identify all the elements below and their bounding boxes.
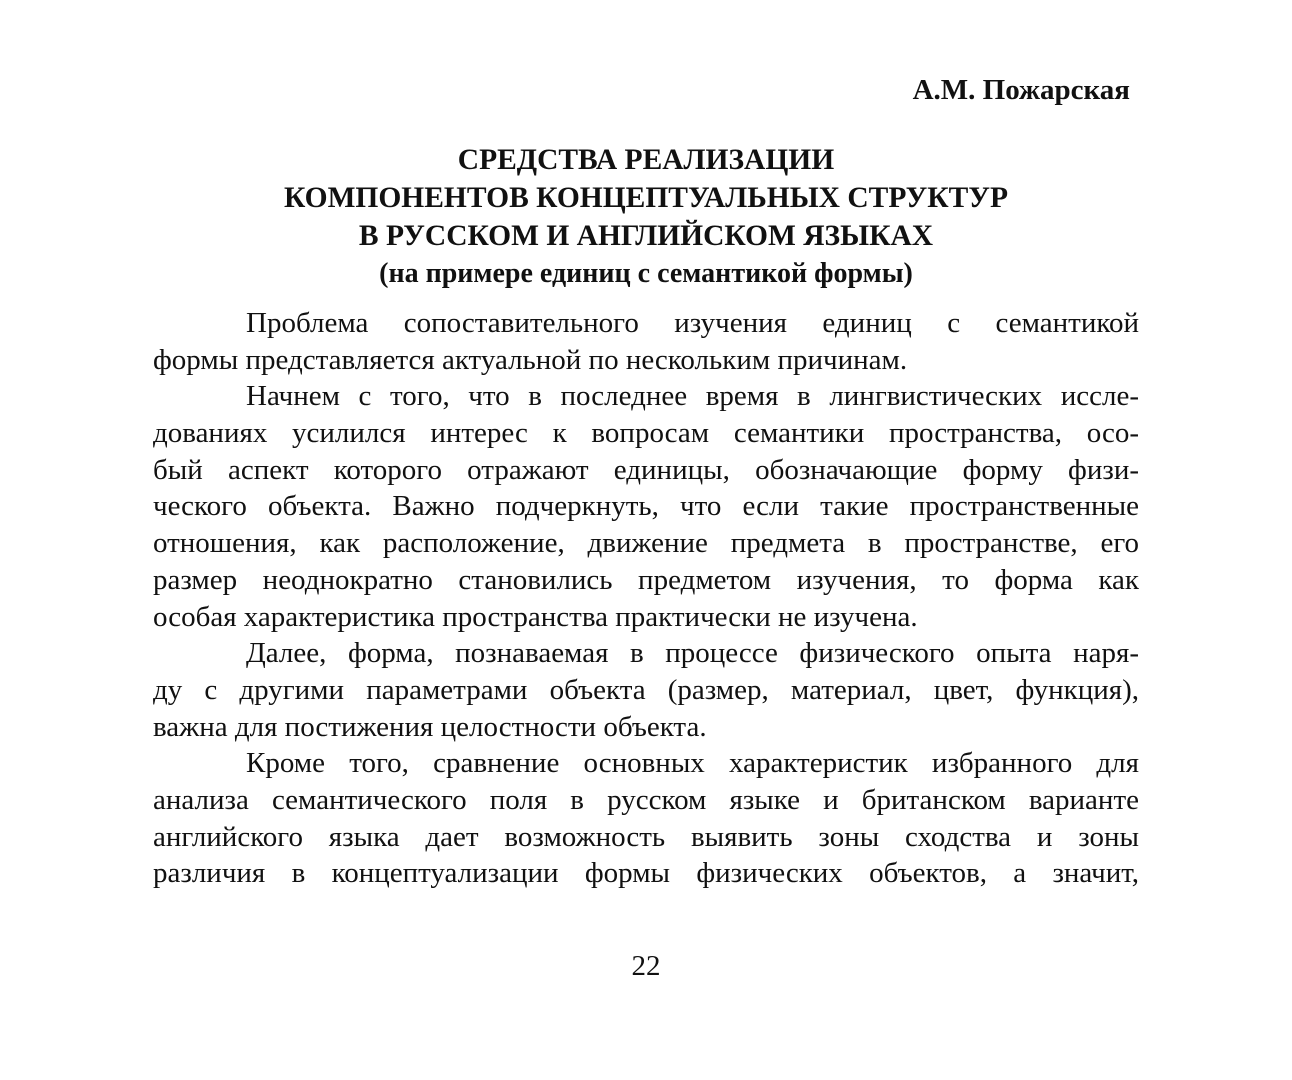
paragraph (153, 635, 1139, 745)
text-line: формы представляется актуальной по нескольким причинам. (153, 343, 908, 376)
text-line: бый аспект которого отражают единицы, обозначающие форму физи- (153, 453, 1139, 486)
author-name: А.М. Пожарская (912, 74, 1130, 106)
text-line: Начнем с того, что в последнее время в лингвистических иссле- (246, 380, 1139, 413)
text-line: английского языка дает возможность выявить зоны сходства и зоны (153, 820, 1139, 853)
text-line: дованиях усилился интерес к вопросам семантики пространства, осо- (153, 417, 1139, 450)
text-line: ду с другими параметрами объекта (размер, материал, цвет, функция), (153, 673, 1139, 706)
text-line: ческого объекта. Важно подчеркнуть, что если такие пространственные (153, 490, 1139, 523)
text-line: размер неоднократно становились предметом изучения, то форма как (153, 563, 1139, 596)
title-line: КОМПОНЕНТОВ КОНЦЕПТУАЛЬНЫХ СТРУКТУР (283, 182, 1009, 214)
text-line: Далее, форма, познаваемая в процессе физического опыта наря- (246, 637, 1139, 670)
text-line: важна для постижения целостности объекта. (153, 710, 707, 743)
text-line: Проблема сопоставительного изучения единиц с семантикой (246, 307, 1139, 339)
page-number: 22 (631, 950, 661, 982)
text-line: Кроме того, сравнение основных характеристик избранного для (246, 747, 1139, 780)
title-line: В РУССКОМ И АНГЛИЙСКОМ ЯЗЫКАХ (358, 220, 934, 252)
text-line: особая характеристика пространства практически не изучена. (153, 600, 918, 633)
text-line: отношения, как расположение, движение предмета в пространстве, его (153, 527, 1139, 560)
text-line: различия в концептуализации формы физических объектов, а значит, (153, 857, 1139, 890)
article-subtitle: (на примере единиц с семантикой формы) (379, 258, 913, 289)
text-line: анализа семантического поля в русском языке и британском варианте (153, 783, 1139, 816)
article-body (153, 305, 1139, 892)
article-title (153, 141, 1139, 293)
title-line: СРЕДСТВА РЕАЛИЗАЦИИ (457, 144, 835, 176)
paragraph (153, 305, 1139, 378)
paragraph (153, 378, 1139, 635)
paragraph (153, 745, 1139, 892)
